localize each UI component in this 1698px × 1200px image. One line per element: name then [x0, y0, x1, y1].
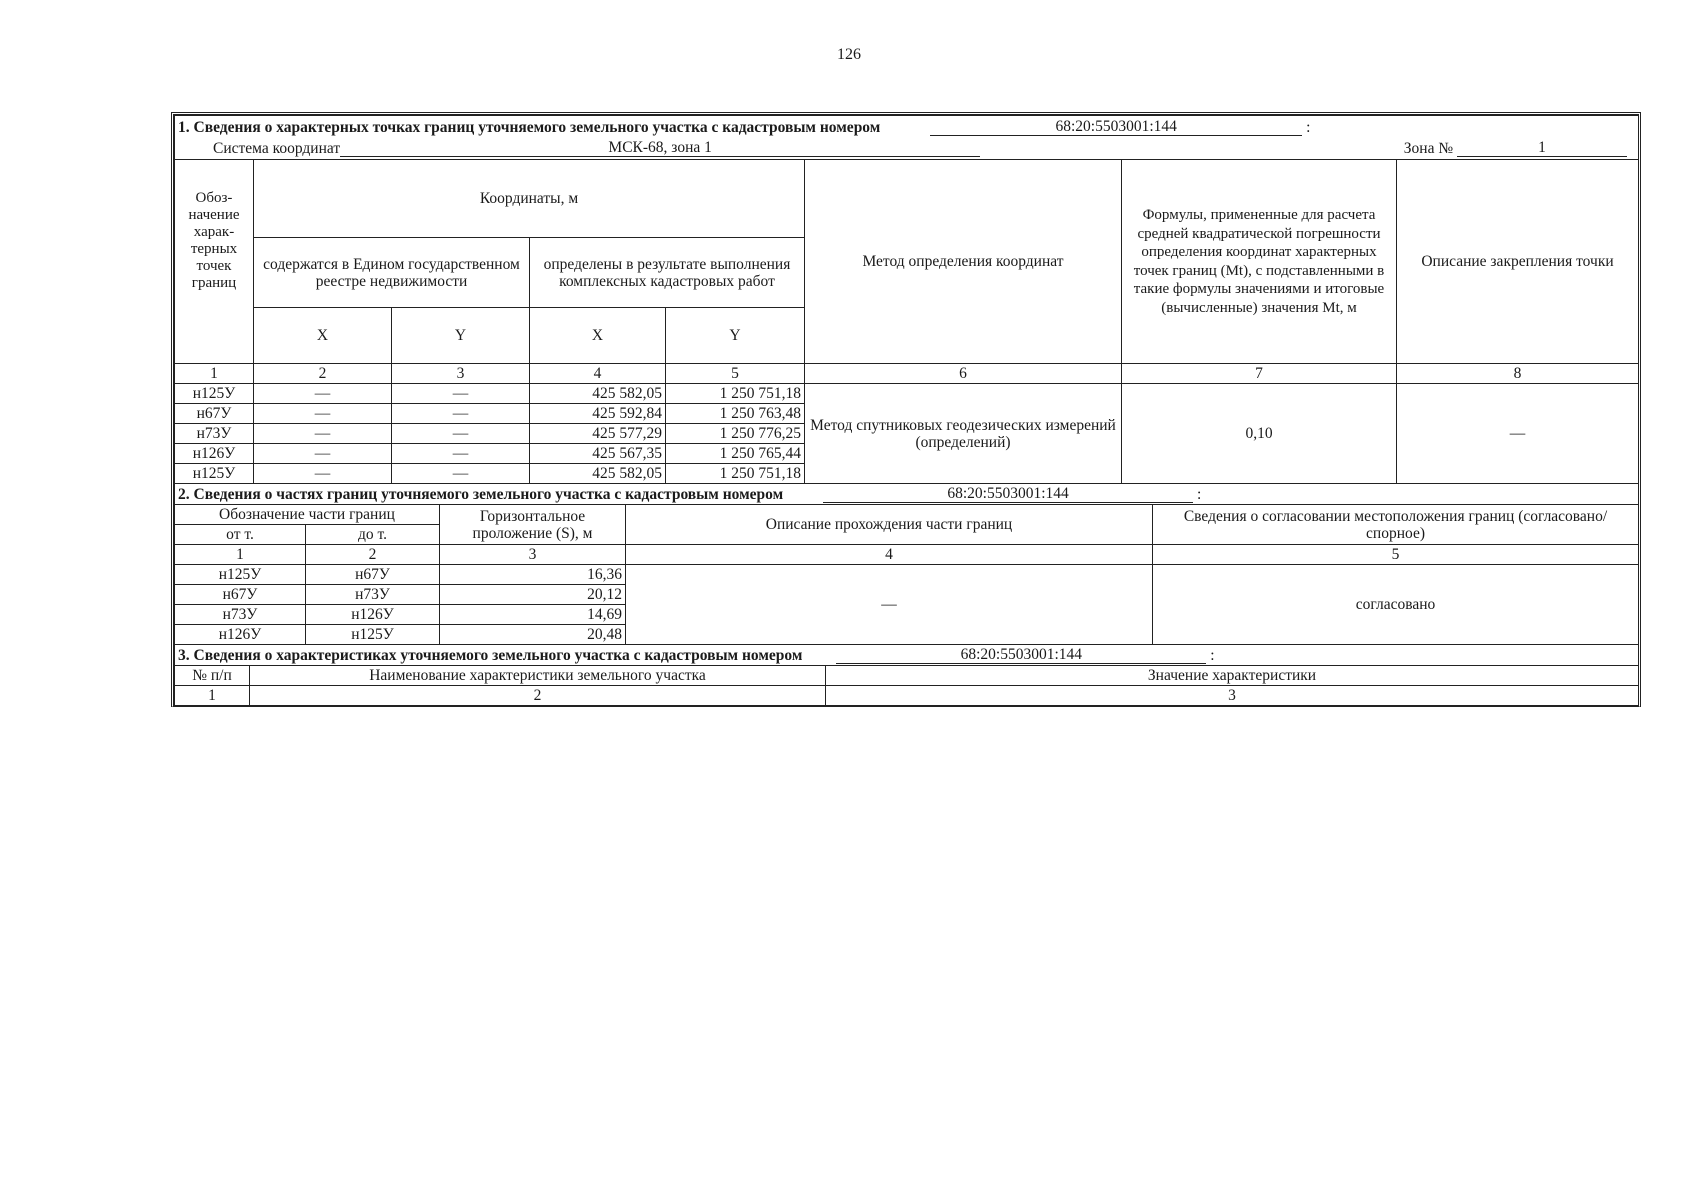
x-value: 425 592,84: [530, 404, 666, 424]
x-value: 425 582,05: [530, 464, 666, 484]
section1-colon: :: [1306, 119, 1311, 136]
table-row: [175, 565, 1639, 585]
section2-colon: :: [1196, 486, 1202, 503]
col-number: 2: [306, 545, 440, 565]
y-value: 1 250 751,18: [666, 464, 805, 484]
col-number: 4: [626, 545, 1153, 565]
x-value: 425 582,05: [530, 384, 666, 404]
zone-value: 1: [1457, 139, 1627, 157]
section2-cadastral-number: 68:20:5503001:144: [823, 485, 1193, 503]
horizontal-value: 20,48: [440, 625, 626, 645]
header-agreement: Сведения о согласовании местоположения границ (согласовано/спорное): [1153, 505, 1639, 545]
col-number: 5: [1153, 545, 1639, 565]
from-point: н73У: [175, 605, 306, 625]
x-registry-value: —: [254, 424, 392, 444]
horizontal-value: 14,69: [440, 605, 626, 625]
header-x-registry: X: [254, 308, 392, 364]
point-name: н73У: [175, 424, 254, 444]
section1-table: [174, 115, 1639, 484]
description-value: —: [626, 565, 1153, 645]
coord-system-value: МСК-68, зона 1: [340, 139, 980, 157]
col-number: 5: [666, 364, 805, 384]
x-value: 425 567,35: [530, 444, 666, 464]
x-registry-value: —: [254, 384, 392, 404]
horizontal-value: 16,36: [440, 565, 626, 585]
point-name: н67У: [175, 404, 254, 424]
header-method: Метод определения координат: [805, 160, 1122, 364]
x-registry-value: —: [254, 444, 392, 464]
table-row: [175, 384, 1639, 404]
section2-title: 2. Сведения о частях границ уточняемого земельного участка с кадастровым номером: [178, 486, 784, 503]
col-number: 2: [254, 364, 392, 384]
to-point: н125У: [306, 625, 440, 645]
section2-title-row: [175, 484, 1639, 505]
col-number: 7: [1122, 364, 1397, 384]
section3-title-row: [175, 645, 1639, 666]
y-value: 1 250 751,18: [666, 384, 805, 404]
col-number: 1: [175, 686, 250, 706]
to-point: н73У: [306, 585, 440, 605]
y-registry-value: —: [392, 424, 530, 444]
col-number: 3: [826, 686, 1639, 706]
header-x-determined: X: [530, 308, 666, 364]
from-point: н67У: [175, 585, 306, 605]
col-number: 1: [175, 364, 254, 384]
col-number: 1: [175, 545, 306, 565]
header-designation: Обоз-начение харак-терных точек границ: [175, 160, 254, 364]
x-registry-value: —: [254, 464, 392, 484]
col-number: 2: [250, 686, 826, 706]
col-number: 3: [392, 364, 530, 384]
section2-table: [174, 484, 1639, 645]
section3-title: 3. Сведения о характеристиках уточняемого земельного участка с кадастровым номером: [178, 647, 803, 664]
x-value: 425 577,29: [530, 424, 666, 444]
section3-colon: :: [1210, 647, 1215, 664]
horizontal-value: 20,12: [440, 585, 626, 605]
section3-table: [174, 645, 1639, 706]
mt-value: 0,10: [1122, 384, 1397, 484]
header-name: Наименование характеристики земельного участка: [250, 666, 826, 686]
header-y-determined: Y: [666, 308, 805, 364]
header-y-registry: Y: [392, 308, 530, 364]
header-value: Значение характеристики: [826, 666, 1639, 686]
header-formulas: Формулы, примененные для расчета средней квадратической погрешности определения координат характерных точек границ (Mt), с подставленными в такие формулы значениями и итоговые (вычисленные) значения Mt, м: [1122, 160, 1397, 364]
section1-title: 1. Сведения о характерных точках границ уточняемого земельного участка с кадастровым номером: [178, 119, 881, 136]
fixing-value: —: [1397, 384, 1639, 484]
cadastral-form: [171, 112, 1641, 707]
point-name: н126У: [175, 444, 254, 464]
header-coordinates: Координаты, м: [254, 160, 805, 238]
header-horizontal: Горизонтальное проложение (S), м: [440, 505, 626, 545]
zone-label: Зона №: [1403, 140, 1454, 157]
agreement-value: согласовано: [1153, 565, 1639, 645]
y-registry-value: —: [392, 444, 530, 464]
coord-system-label: Система координат: [213, 140, 341, 157]
section1-title-row: [175, 116, 1639, 138]
from-point: н125У: [175, 565, 306, 585]
y-registry-value: —: [392, 464, 530, 484]
section1-cadastral-number: 68:20:5503001:144: [930, 118, 1302, 136]
y-registry-value: —: [392, 384, 530, 404]
to-point: н126У: [306, 605, 440, 625]
y-value: 1 250 776,25: [666, 424, 805, 444]
method-value: Метод спутниковых геодезических измерений (определений): [805, 384, 1122, 484]
header-description: Описание прохождения части границ: [626, 505, 1153, 545]
header-part-designation: Обозначение части границ: [175, 505, 440, 525]
col-number: 3: [440, 545, 626, 565]
header-fixing: Описание закрепления точки: [1397, 160, 1639, 364]
col-number: 4: [530, 364, 666, 384]
header-num: № п/п: [175, 666, 250, 686]
section3-cadastral-number: 68:20:5503001:144: [836, 646, 1206, 664]
header-determined: определены в результате выполнения комплексных кадастровых работ: [530, 238, 805, 308]
from-point: н126У: [175, 625, 306, 645]
col-number: 6: [805, 364, 1122, 384]
coord-system-row: [175, 137, 1639, 160]
header-in-registry: содержатся в Едином государственном реестре недвижимости: [254, 238, 530, 308]
page-number: 126: [837, 46, 861, 63]
y-registry-value: —: [392, 404, 530, 424]
to-point: н67У: [306, 565, 440, 585]
point-name: н125У: [175, 464, 254, 484]
point-name: н125У: [175, 384, 254, 404]
y-value: 1 250 765,44: [666, 444, 805, 464]
x-registry-value: —: [254, 404, 392, 424]
y-value: 1 250 763,48: [666, 404, 805, 424]
header-from: от т.: [175, 525, 306, 545]
header-to: до т.: [306, 525, 440, 545]
col-number: 8: [1397, 364, 1639, 384]
